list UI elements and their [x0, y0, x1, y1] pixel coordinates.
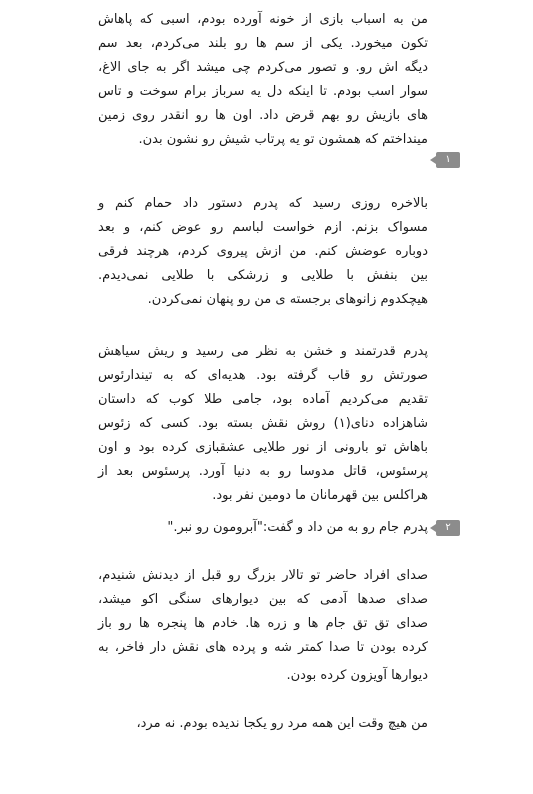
text-line: هیچکدوم زانوهای برجسته ی من رو پنهان نمی‌کردن. [147, 292, 428, 307]
footnote-marker-1[interactable]: ۱ [436, 152, 460, 168]
text-line: دوباره عوضش کنم. من ازش پیروی کردم، هرچند فرقی [98, 244, 428, 259]
text-line: بین بنفش با طلایی و زرشکی با طلایی نمی‌دیدم. [98, 268, 428, 283]
text-line: صدای تق تق جام ها و زره ها. خادم ها پنجره ها رو باز [98, 616, 428, 631]
text-line: سوار اسب بودم. تا اینکه دل یه سرباز برام سوخت و تاس [98, 84, 428, 99]
text-line: های بازیش رو بهم قرض داد. اون ها رو انقدر روی زمین [98, 108, 428, 123]
text-line: مینداختم که همشون تو یه پرتاب شیش رو نشون بدن. [138, 132, 428, 147]
text-line: صورتش رو قاب گرفته بود. هدیه‌ای که به تیندارئوس [98, 368, 428, 383]
text-line: شاهزاده دنای(۱) روش نقش بسته بود. کسی که زئوس [98, 416, 428, 431]
text-line: من هیچ وقت این همه مرد رو یکجا ندیده بودم. نه مرد، [136, 716, 428, 731]
text-line: صدای افراد حاضر تو تالار بزرگ رو قبل از دیدنش شنیدم، [98, 568, 428, 583]
text-line: کرده بودن تا صدا کمتر شه و پرده های نقش دار فاخر، به [98, 640, 428, 655]
text-line: مسواک بزنم. ازم خواست لباسم رو عوض کنم، و بعد [98, 220, 428, 235]
text-line: پرسئوس، قاتل مدوسا رو به دنیا آورد. پرسئوس بعد از [98, 464, 428, 479]
text-line: صدای صدها آدمی که بین دیوارهای سنگی اکو میشد، [98, 592, 428, 607]
text-line: هراکلس بین قهرمانان ما دومین نفر بود. [212, 488, 428, 503]
text-line: تکون میخورد. یکی از سم ها رو بلند می‌کردم، بعد سم [98, 36, 428, 51]
text-line: من به اسباب بازی از خونه آورده بودم، اسبی که پاهاش [98, 12, 428, 27]
text-line: تقدیم می‌کردیم آماده بود، جامی طلا کوب که داستان [98, 392, 428, 407]
text-line: دیوارها آویزون کرده بودن. [286, 668, 428, 683]
text-line: دیگه اش رو. و تصور می‌کردم چی میشد اگر به جای الاغ، [98, 60, 428, 75]
text-line: باهاش تو بارونی از نور طلایی عشقبازی کرده بود و اون [98, 440, 428, 455]
footnote-marker-2[interactable]: ۲ [436, 520, 460, 536]
text-line: بالاخره روزی رسید که پدرم دستور داد حمام کنم و [98, 196, 428, 211]
text-line: پدرم جام رو به من داد و گفت:"آبرومون رو نبر." [167, 520, 428, 535]
text-line: پدرم قدرتمند و خشن به نظر می رسید و ریش سیاهش [98, 344, 428, 359]
